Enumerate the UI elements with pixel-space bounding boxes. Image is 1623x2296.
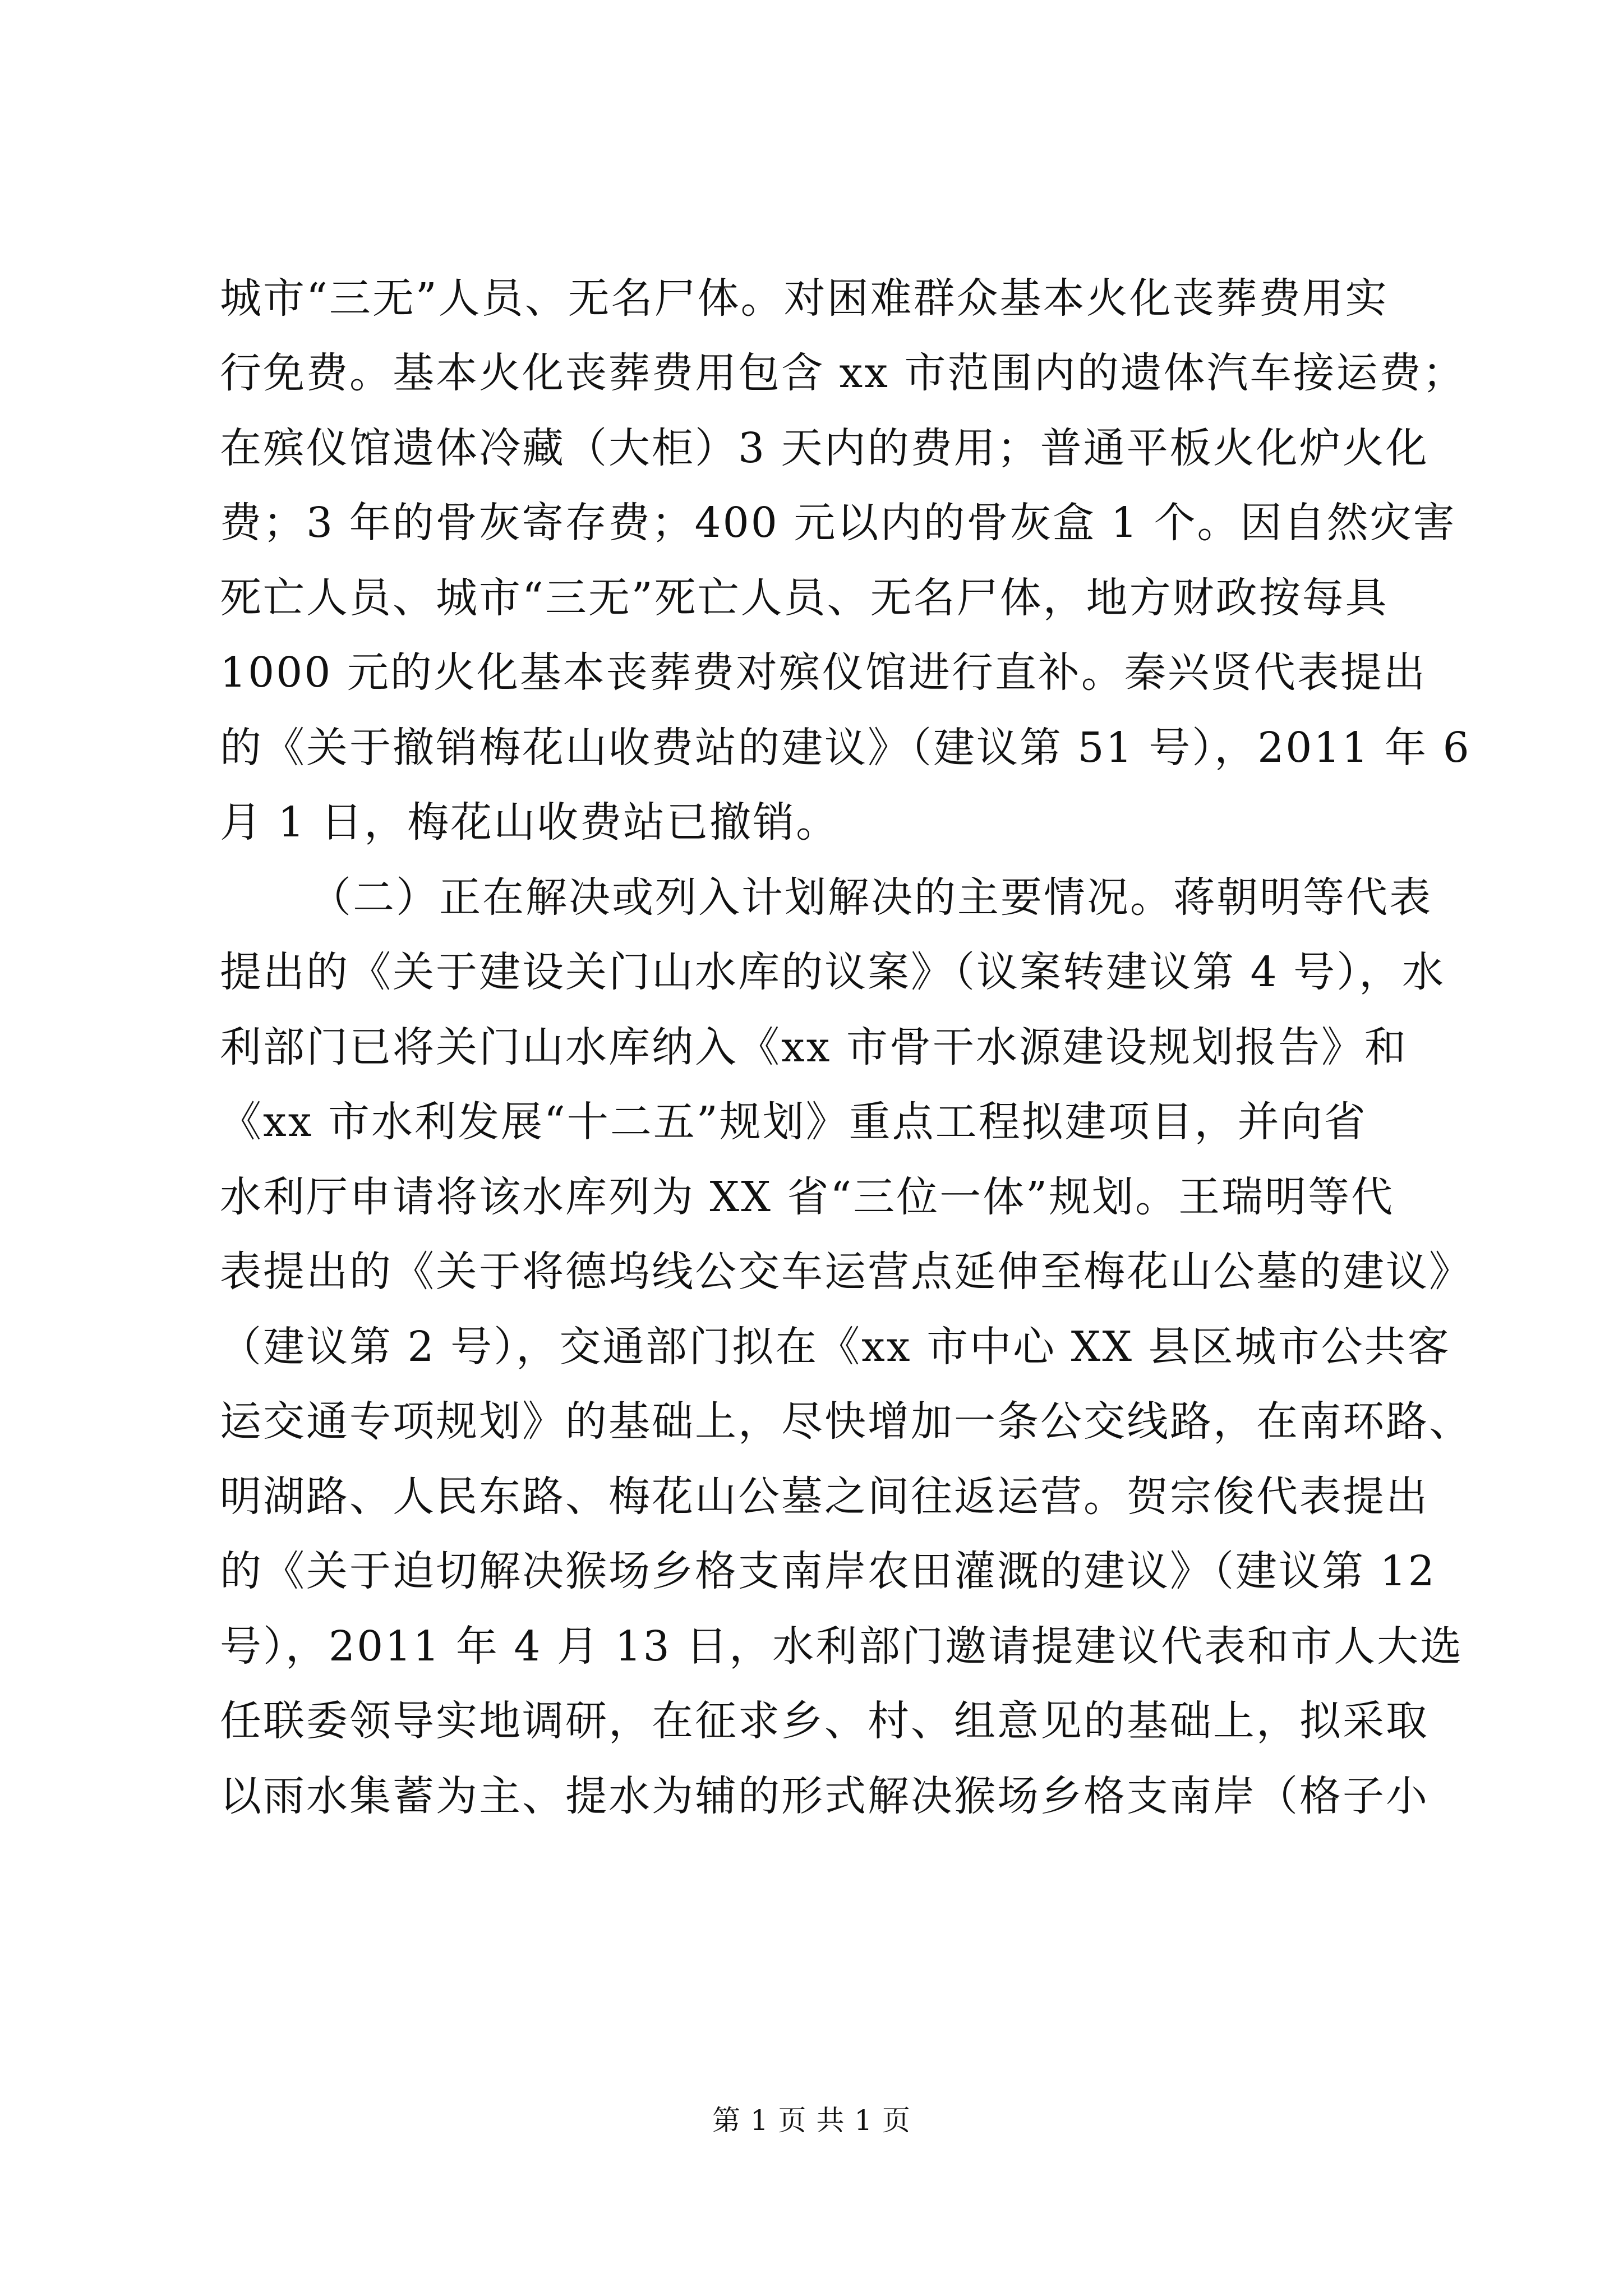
text-line: 水利厅申请将该水库列为 XX 省“三位一体”规划。王瑞明等代 [220, 1173, 1395, 1221]
text-line: 利部门已将关门山水库纳入《xx 市骨干水源建设规划报告》和 [220, 1023, 1408, 1071]
text-line: 行免费。基本火化丧葬费用包含 xx 市范围内的遗体汽车接运费； [220, 349, 1466, 397]
paragraph-start-line: （二）正在解决或列入计划解决的主要情况。蒋朝明等代表 [310, 873, 1432, 922]
text-line: （建议第 2 号），交通部门拟在《xx 市中心 XX 县区城市公共客 [220, 1323, 1451, 1371]
text-line: 号），2011 年 4 月 13 日，水利部门邀请提建议代表和市人大选 [220, 1622, 1464, 1671]
text-line: 任联委领导实地调研，在征求乡、村、组意见的基础上，拟采取 [220, 1697, 1429, 1745]
text-line: 城市“三无”人员、无名尸体。对困难群众基本火化丧葬费用实 [220, 274, 1389, 323]
page-number-footer: 第 1 页 共 1 页 [712, 2104, 911, 2137]
text-line: 《xx 市水利发展“十二五”规划》重点工程拟建项目，并向省 [220, 1098, 1367, 1146]
text-line: 死亡人员、城市“三无”死亡人员、无名尸体，地方财政按每具 [220, 574, 1389, 622]
text-line: 表提出的《关于将德坞线公交车运营点延伸至梅花山公墓的建议》 [220, 1248, 1472, 1296]
text-line: 的《关于迫切解决猴场乡格支南岸农田灌溉的建议》（建议第 12 [220, 1547, 1436, 1595]
text-line: 的《关于撤销梅花山收费站的建议》（建议第 51 号），2011 年 6 [220, 724, 1471, 772]
text-line: 费；3 年的骨灰寄存费；400 元以内的骨灰盒 1 个。因自然灾害 [220, 499, 1456, 547]
text-line: 1000 元的火化基本丧葬费对殡仪馆进行直补。秦兴贤代表提出 [220, 648, 1427, 697]
text-line: 运交通专项规划》的基础上，尽快增加一条公交线路，在南环路、 [220, 1397, 1472, 1446]
text-line: 提出的《关于建设关门山水库的议案》（议案转建议第 4 号），水 [220, 948, 1446, 996]
text-line: 在殡仪馆遗体冷藏（大柜）3 天内的费用；普通平板火化炉火化 [220, 424, 1429, 472]
text-line: 月 1 日，梅花山收费站已撤销。 [220, 798, 840, 846]
text-line: 以雨水集蓄为主、提水为辅的形式解决猴场乡格支南岸（格子小 [220, 1772, 1429, 1820]
text-line: 明湖路、人民东路、梅花山公墓之间往返运营。贺宗俊代表提出 [220, 1473, 1429, 1521]
